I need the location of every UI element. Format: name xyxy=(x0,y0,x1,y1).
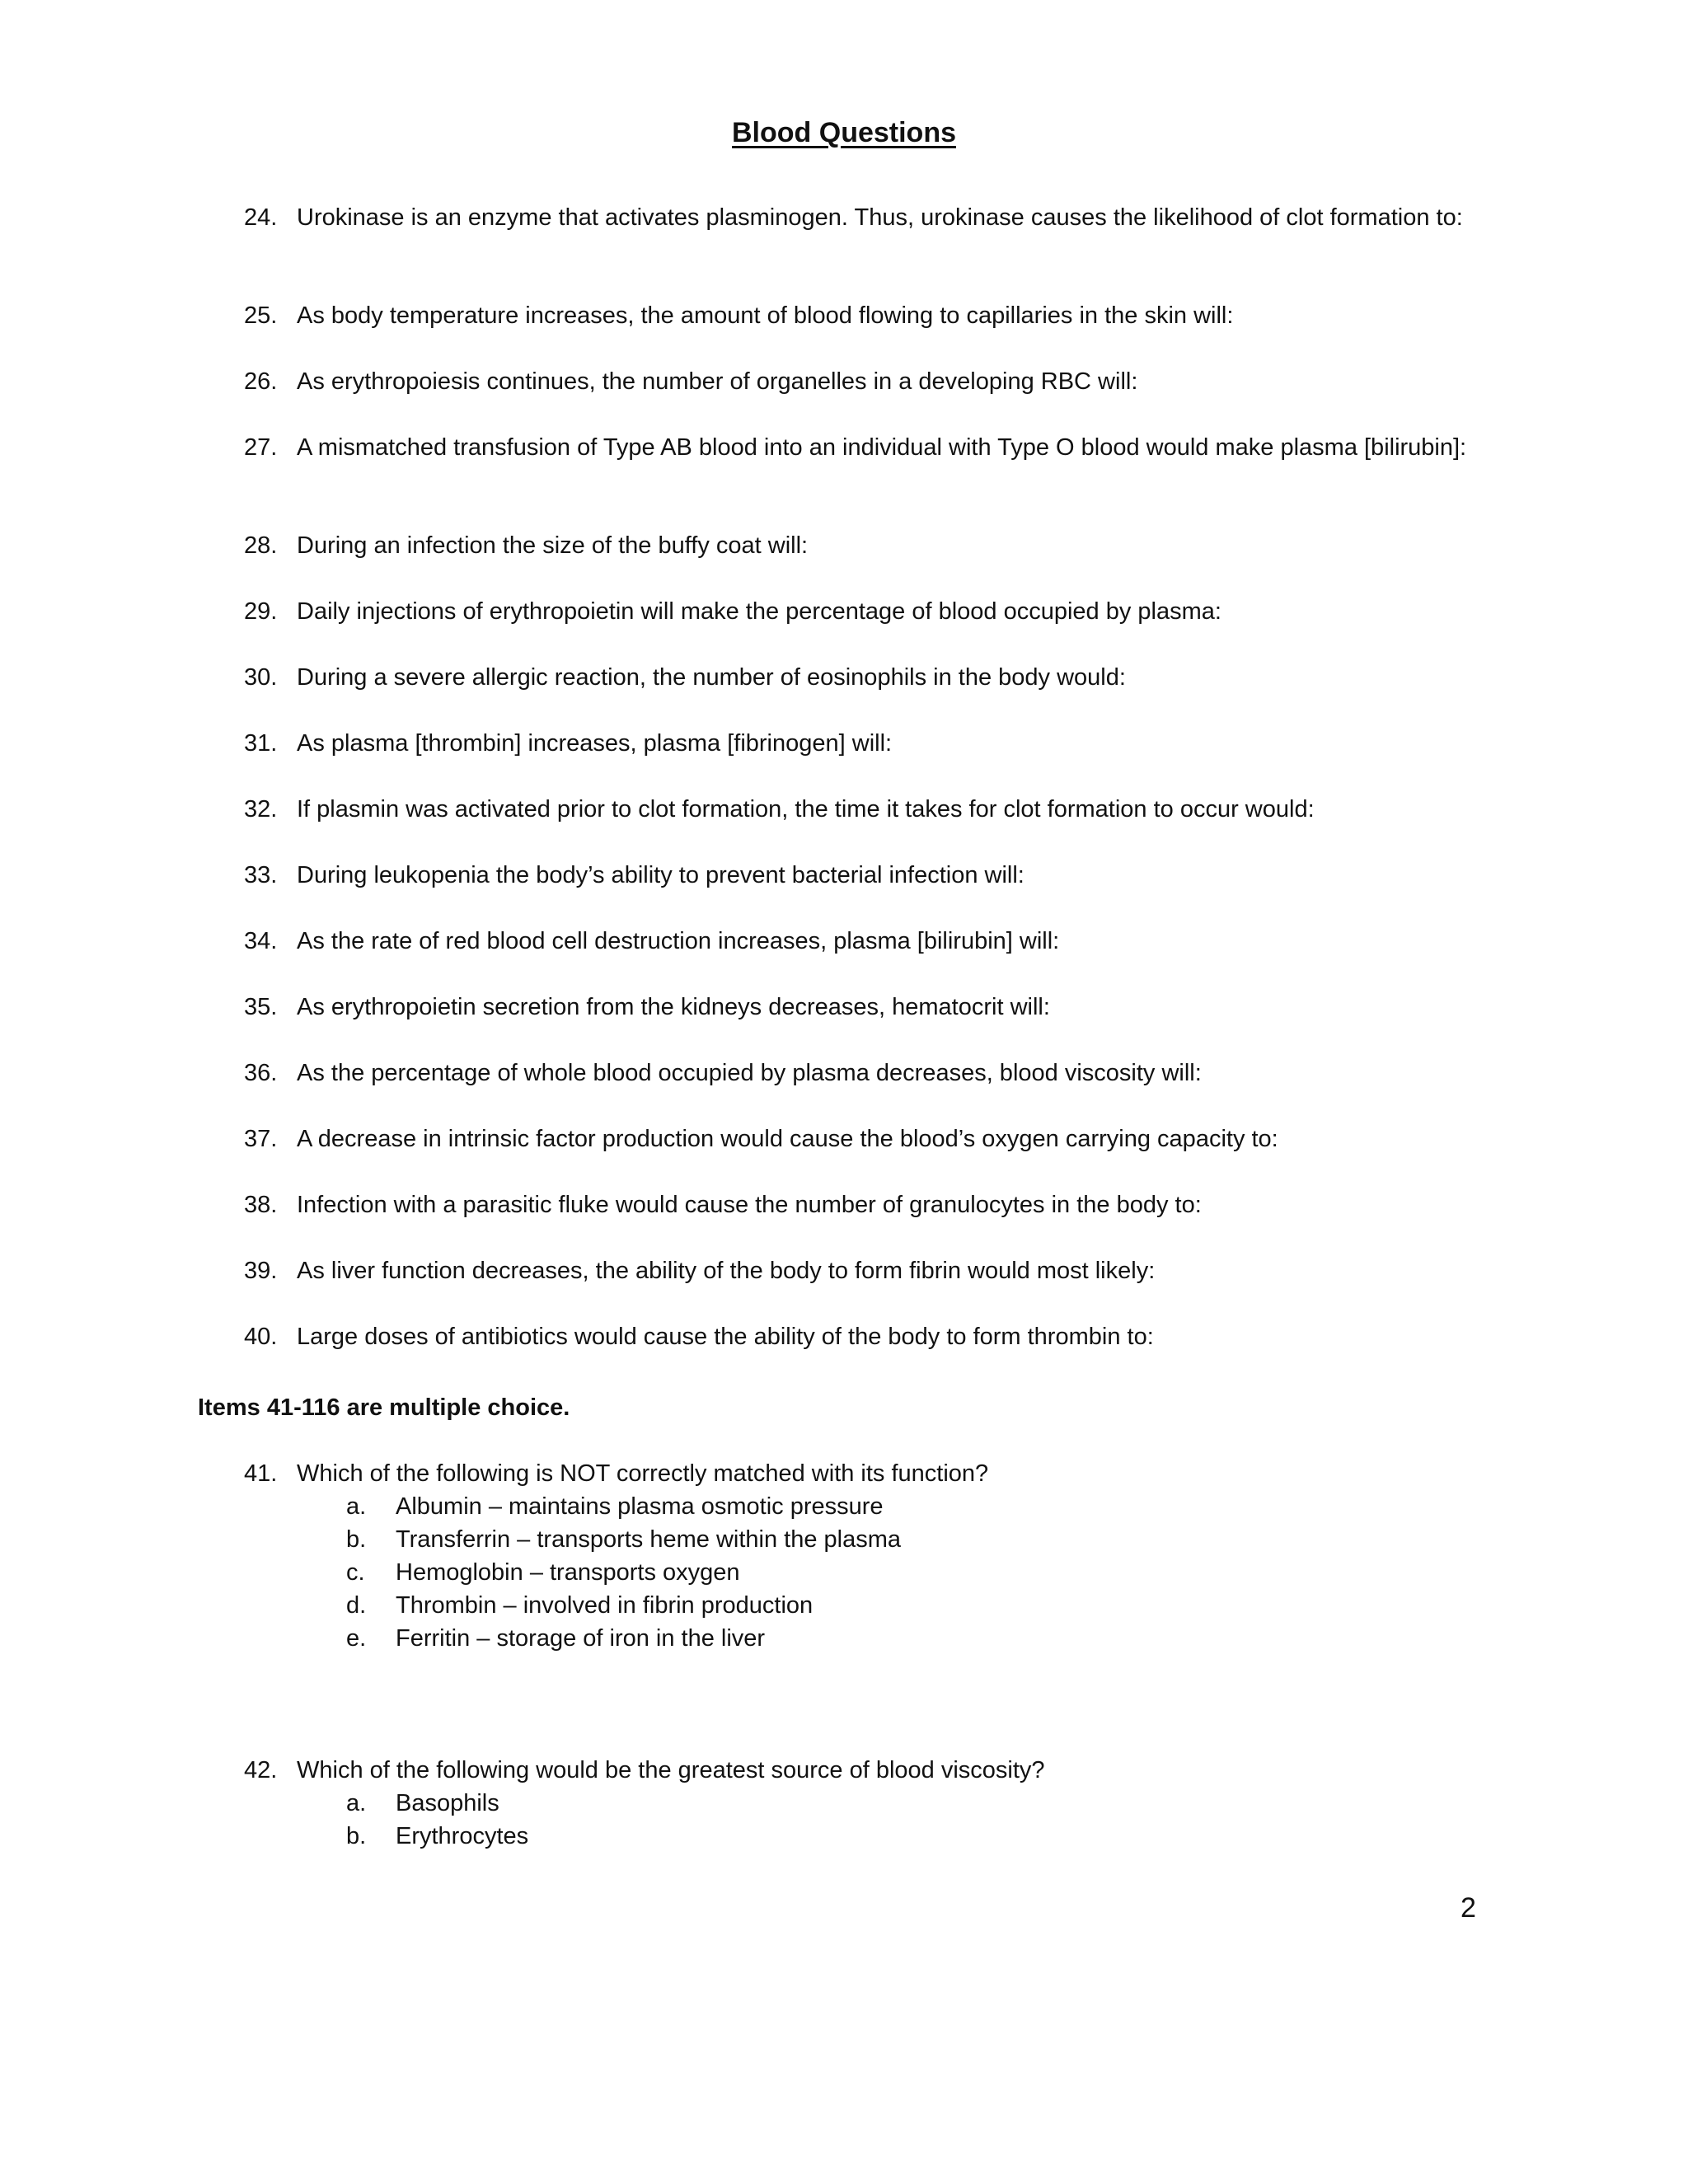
option-letter: a. xyxy=(346,1790,367,1816)
question-number: 25. xyxy=(244,302,278,329)
question-number: 39. xyxy=(244,1258,278,1284)
option-letter: a. xyxy=(346,1493,367,1520)
question-number: 42. xyxy=(244,1757,278,1783)
option-letter: d. xyxy=(346,1592,367,1619)
option-letter: b. xyxy=(346,1526,367,1553)
question-number: 31. xyxy=(244,730,278,757)
question-number: 40. xyxy=(244,1324,278,1350)
option-text: Basophils xyxy=(396,1790,499,1816)
question-number: 32. xyxy=(244,796,278,823)
question-text: A decrease in intrinsic factor production would cause the blood’s oxygen carrying capacity to: xyxy=(297,1126,1278,1152)
answer-option xyxy=(346,1622,765,1655)
question-number: 26. xyxy=(244,368,278,395)
answer-option xyxy=(346,1820,528,1853)
option-text: Thrombin – involved in fibrin production xyxy=(396,1592,814,1619)
answer-option xyxy=(346,1490,884,1523)
question-text: Large doses of antibiotics would cause the ability of the body to form thrombin to: xyxy=(297,1324,1154,1350)
question-37 xyxy=(244,1122,1480,1155)
question-text: Urokinase is an enzyme that activates plasminogen. Thus, urokinase causes the likelihood of clot formation to: xyxy=(297,204,1463,231)
question-number: 41. xyxy=(244,1460,278,1487)
question-text: Which of the following would be the greatest source of blood viscosity? xyxy=(297,1757,1045,1783)
question-text: As plasma [thrombin] increases, plasma [fibrinogen] will: xyxy=(297,730,893,757)
question-27 xyxy=(244,431,1480,464)
question-number: 24. xyxy=(244,204,278,231)
option-letter: c. xyxy=(346,1559,365,1586)
option-letter: e. xyxy=(346,1625,367,1652)
question-text: As the percentage of whole blood occupied by plasma decreases, blood viscosity will: xyxy=(297,1060,1202,1086)
question-39 xyxy=(244,1254,1480,1287)
question-42 xyxy=(244,1754,1480,1787)
option-letter: b. xyxy=(346,1823,367,1849)
question-text: Which of the following is NOT correctly matched with its function? xyxy=(297,1460,989,1487)
question-text: A mismatched transfusion of Type AB blood into an individual with Type O blood would make plasma [bilirubin]: xyxy=(297,434,1467,461)
answer-option xyxy=(346,1523,901,1556)
answer-option xyxy=(346,1589,813,1622)
question-24 xyxy=(244,201,1480,234)
option-text: Hemoglobin – transports oxygen xyxy=(396,1559,740,1586)
question-text: Infection with a parasitic fluke would cause the number of granulocytes in the body to: xyxy=(297,1192,1202,1218)
question-text: Daily injections of erythropoietin will make the percentage of blood occupied by plasma: xyxy=(297,598,1221,625)
question-number: 28. xyxy=(244,532,278,559)
question-31 xyxy=(244,727,1480,760)
question-text: During a severe allergic reaction, the number of eosinophils in the body would: xyxy=(297,664,1126,691)
question-text: As erythropoietin secretion from the kidneys decreases, hematocrit will: xyxy=(297,994,1050,1020)
section-heading: Items 41-116 are multiple choice. xyxy=(198,1394,570,1421)
option-text: Erythrocytes xyxy=(396,1823,529,1849)
question-29 xyxy=(244,595,1480,628)
question-41 xyxy=(244,1457,1480,1490)
page-number: 2 xyxy=(1461,1892,1476,1924)
question-30 xyxy=(244,661,1480,694)
option-text: Albumin – maintains plasma osmotic pressure xyxy=(396,1493,884,1520)
question-33 xyxy=(244,859,1480,892)
question-34 xyxy=(244,925,1480,958)
question-36 xyxy=(244,1057,1480,1090)
question-28 xyxy=(244,529,1480,562)
answer-option xyxy=(346,1787,499,1820)
question-25 xyxy=(244,299,1480,332)
question-number: 30. xyxy=(244,664,278,691)
question-35 xyxy=(244,991,1480,1024)
question-number: 29. xyxy=(244,598,278,625)
question-number: 38. xyxy=(244,1192,278,1218)
question-text: As body temperature increases, the amount of blood flowing to capillaries in the skin will: xyxy=(297,302,1234,329)
question-text: If plasmin was activated prior to clot formation, the time it takes for clot formation to occur would: xyxy=(297,796,1315,823)
option-text: Transferrin – transports heme within the plasma xyxy=(396,1526,902,1553)
question-text: As the rate of red blood cell destruction increases, plasma [bilirubin] will: xyxy=(297,928,1060,954)
question-text: During leukopenia the body’s ability to prevent bacterial infection will: xyxy=(297,862,1025,888)
question-number: 37. xyxy=(244,1126,278,1152)
page-title: Blood Questions xyxy=(732,117,956,148)
question-text: As liver function decreases, the ability of the body to form fibrin would most likely: xyxy=(297,1258,1156,1284)
question-text: As erythropoiesis continues, the number of organelles in a developing RBC will: xyxy=(297,368,1138,395)
question-number: 27. xyxy=(244,434,278,461)
question-number: 34. xyxy=(244,928,278,954)
question-text: During an infection the size of the buffy coat will: xyxy=(297,532,809,559)
question-38 xyxy=(244,1188,1480,1221)
question-32 xyxy=(244,793,1480,826)
question-26 xyxy=(244,365,1480,398)
question-40 xyxy=(244,1320,1480,1353)
option-text: Ferritin – storage of iron in the liver xyxy=(396,1625,766,1652)
question-number: 33. xyxy=(244,862,278,888)
answer-option xyxy=(346,1556,740,1589)
question-number: 36. xyxy=(244,1060,278,1086)
question-number: 35. xyxy=(244,994,278,1020)
